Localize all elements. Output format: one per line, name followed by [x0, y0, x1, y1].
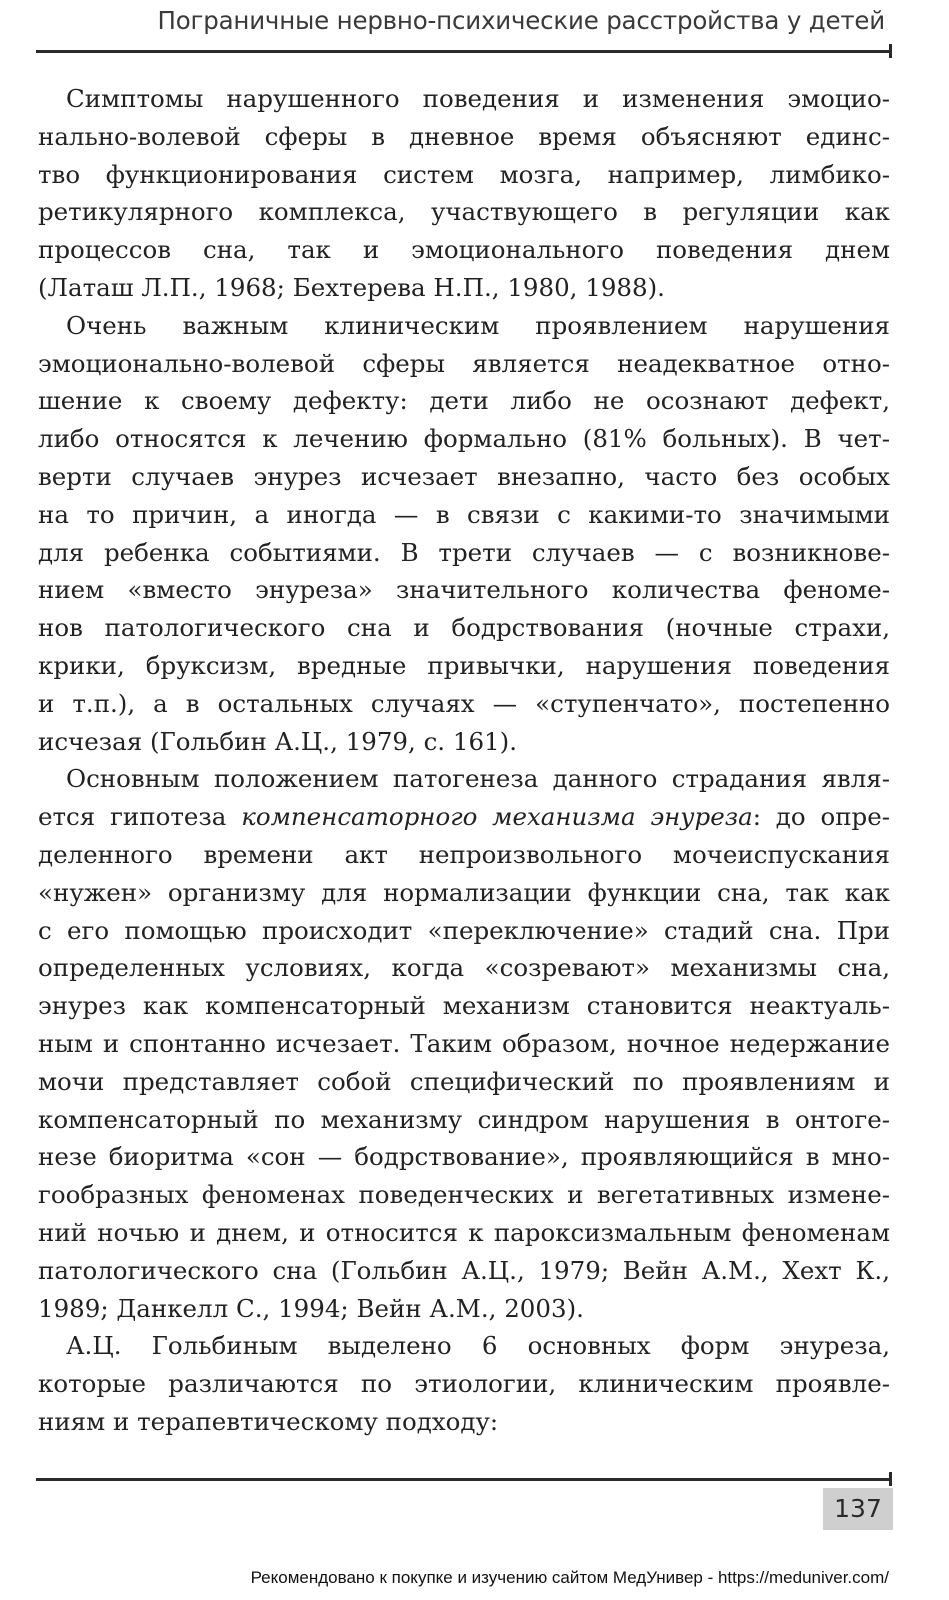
footer-recommendation-note: Рекомендовано к покупке и изучению сайтом МедУнивер - https://meduniver.com/: [250, 1568, 889, 1587]
footer-rule: [36, 1478, 891, 1481]
text-segment: ется гипотеза: [38, 802, 242, 832]
text-line: нов патологического сна и бодрствования (ночные страхи,: [38, 613, 890, 643]
text-line: гообразных феноменах поведенческих и вегетативных измене-: [38, 1180, 890, 1210]
text-line: нием «вместо энуреза» значительного количества феноме-: [38, 575, 890, 605]
text-line: ретикулярного комплекса, участвующего в регуляции как: [38, 197, 890, 227]
header-rule: [36, 50, 891, 53]
text-line: Симптомы нарушенного поведения и изменения эмоцио-: [66, 84, 890, 113]
text-line: патологического сна (Гольбин А.Ц., 1979; Вейн А.М., Хехт К.,: [38, 1255, 890, 1285]
page-number-badge: 137: [823, 1488, 893, 1530]
text-line: на то причин, а иногда — в связи с какими-то значимыми: [38, 499, 890, 529]
text-line: незе биоритма «сон — бодрствование», проявляющийся в мно-: [38, 1142, 890, 1172]
text-line: шение к своему дефекту: дети либо не осознают дефект,: [38, 386, 890, 416]
text-line: либо относятся к лечению формально (81% больных). В чет-: [38, 424, 890, 454]
text-line: с его помощью происходит «переключение» стадий сна. При: [38, 915, 890, 945]
running-head-title: Пограничные нервно-психические расстройства у детей: [157, 6, 885, 35]
text-line: компенсаторный по механизму синдром нарушения в онтоге-: [38, 1104, 890, 1134]
text-line: энурез как компенсаторный механизм становится неактуаль-: [38, 991, 890, 1021]
text-line: деленного времени акт непроизвольного мочеиспускания: [38, 839, 890, 869]
text-line: (Латаш Л.П., 1968; Бехтерева Н.П., 1980, 1988).: [38, 272, 665, 302]
text-line: 1989; Данкелл С., 1994; Вейн А.М., 2003).: [38, 1293, 584, 1323]
text-line: ным и спонтанно исчезает. Таким образом, ночное недержание: [38, 1028, 890, 1058]
text-line: и т.п.), а в остальных случаях — «ступенчато», постепенно: [38, 688, 890, 718]
text-line: ниям и терапевтическому подходу:: [38, 1406, 499, 1436]
text-line: мочи представляет собой специфический по проявлениям и: [38, 1066, 890, 1096]
text-line: А.Ц. Гольбиным выделено 6 основных форм энуреза,: [66, 1331, 890, 1361]
text-segment: : до опре-: [752, 802, 891, 832]
text-line: нально-волевой сферы в дневное время объясняют единс-: [38, 121, 890, 151]
page-body-text: [38, 80, 890, 1441]
text-line: определенных условиях, когда «созревают» механизмы сна,: [38, 953, 890, 983]
text-line: которые различаются по этиологии, клиническим проявле-: [38, 1369, 890, 1399]
text-line-with-emphasis: [38, 798, 890, 836]
text-line: тво функционирования систем мозга, например, лимбико-: [38, 159, 890, 189]
text-line: эмоционально-волевой сферы является неадекватное отно-: [38, 348, 890, 378]
text-line: Очень важным клиническим проявлением нарушения: [66, 310, 890, 340]
emphasized-term: компенсаторного механизма энуреза: [241, 802, 753, 832]
text-line: «нужен» организму для нормализации функции сна, так как: [38, 877, 890, 907]
text-line: исчезая (Гольбин А.Ц., 1979, с. 161).: [38, 726, 517, 756]
text-line: крики, бруксизм, вредные привычки, нарушения поведения: [38, 650, 890, 680]
text-line: для ребенка событиями. В трети случаев — с возникнове-: [38, 537, 890, 567]
text-line: верти случаев энурез исчезает внезапно, часто без особых: [38, 461, 890, 491]
text-line: Основным положением патогенеза данного страдания явля-: [66, 764, 890, 794]
text-line: ний ночью и днем, и относится к пароксизмальным феноменам: [38, 1217, 890, 1247]
text-line: процессов сна, так и эмоционального поведения днем: [38, 235, 890, 265]
